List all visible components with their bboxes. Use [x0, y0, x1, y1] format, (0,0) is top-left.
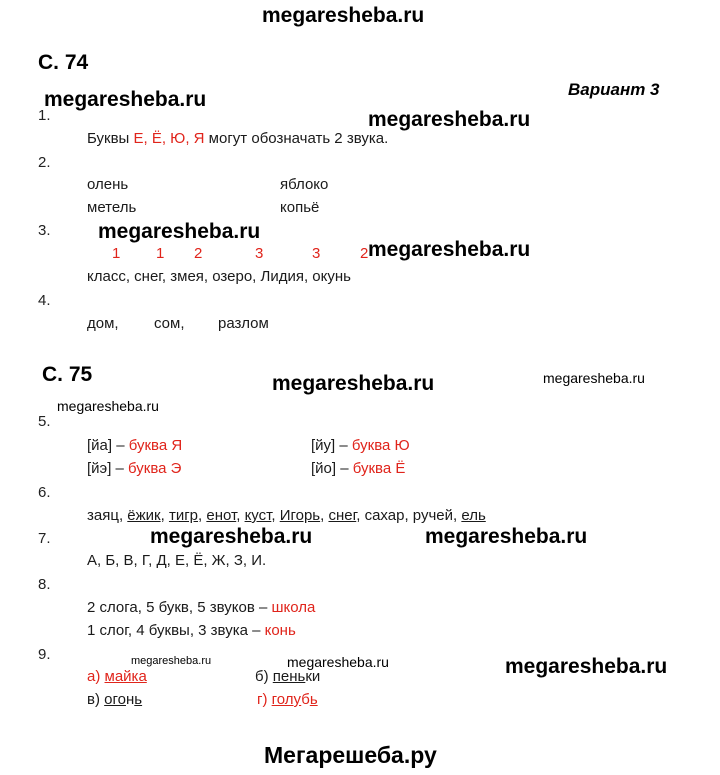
watermark: megaresheba.ru: [368, 108, 531, 131]
task-number: 8.: [38, 576, 51, 593]
word: разлом: [218, 315, 269, 332]
sound-letter-pair: [йэ] – буква Э: [87, 460, 182, 477]
word: сом,: [154, 315, 185, 332]
syllable-digit: 1: [156, 245, 165, 262]
watermark: megaresheba.ru: [425, 525, 588, 548]
sound-letter-pair: [йу] – буква Ю: [311, 437, 410, 454]
syllable-digit: 3: [312, 245, 321, 262]
answer-d: г) голубь: [257, 691, 318, 708]
word: олень: [87, 176, 129, 193]
footer-site: Мегарешеба.ру: [264, 742, 437, 768]
task-number: 3.: [38, 222, 51, 239]
watermark: megaresheba.ru: [150, 525, 313, 548]
task-number: 9.: [38, 646, 51, 663]
answer-b: б) пеньки: [255, 668, 321, 685]
section-title-75: С. 75: [42, 363, 93, 386]
answer-line: 2 слога, 5 букв, 5 звуков – школа: [87, 599, 316, 616]
watermark: megaresheba.ru: [57, 398, 159, 414]
section-title-74: С. 74: [38, 51, 89, 74]
highlight-letters: Е, Ё, Ю, Я: [133, 130, 205, 147]
variant-label: Вариант 3: [568, 80, 660, 99]
word: метель: [87, 199, 137, 216]
word-list: заяц, ёжик, тигр, енот, куст, Игорь, снег, сахар, ручей, ель: [87, 507, 486, 524]
task-number: 7.: [38, 530, 51, 547]
watermark: megaresheba.ru: [543, 370, 645, 386]
task-number: 1.: [38, 107, 51, 124]
watermark: megaresheba.ru: [272, 372, 435, 395]
watermark: megaresheba.ru: [505, 655, 668, 678]
alphabet-list: А, Б, В, Г, Д, Е, Ё, Ж, З, И.: [87, 552, 267, 569]
syllable-digit: 3: [255, 245, 264, 262]
task-number: 6.: [38, 484, 51, 501]
sound-letter-pair: [йо] – буква Ё: [311, 460, 406, 477]
watermark: megaresheba.ru: [368, 238, 531, 261]
syllable-digit: 1: [112, 245, 121, 262]
watermark: megaresheba.ru: [44, 88, 207, 111]
header-site: megaresheba.ru: [262, 4, 425, 27]
task1-sentence: Буквы Е, Ё, Ю, Я могут обозначать 2 звука.: [87, 130, 389, 147]
word: яблоко: [280, 176, 329, 193]
task-number: 2.: [38, 154, 51, 171]
answer-line: 1 слог, 4 буквы, 3 звука – конь: [87, 622, 296, 639]
task-number: 5.: [38, 413, 51, 430]
syllable-digit: 2: [194, 245, 203, 262]
watermark: megaresheba.ru: [131, 655, 212, 667]
word-list: класс, снег, змея, озеро, Лидия, окунь: [87, 268, 351, 285]
word: копьё: [280, 199, 320, 216]
watermark: megaresheba.ru: [98, 220, 261, 243]
sound-letter-pair: [йа] – буква Я: [87, 437, 183, 454]
word: дом,: [87, 315, 119, 332]
task-number: 4.: [38, 292, 51, 309]
answer-c: в) огонь: [87, 691, 143, 708]
answer-a: а) майка: [87, 668, 147, 685]
syllable-digit: 2: [360, 245, 369, 262]
watermark: megaresheba.ru: [287, 654, 389, 670]
